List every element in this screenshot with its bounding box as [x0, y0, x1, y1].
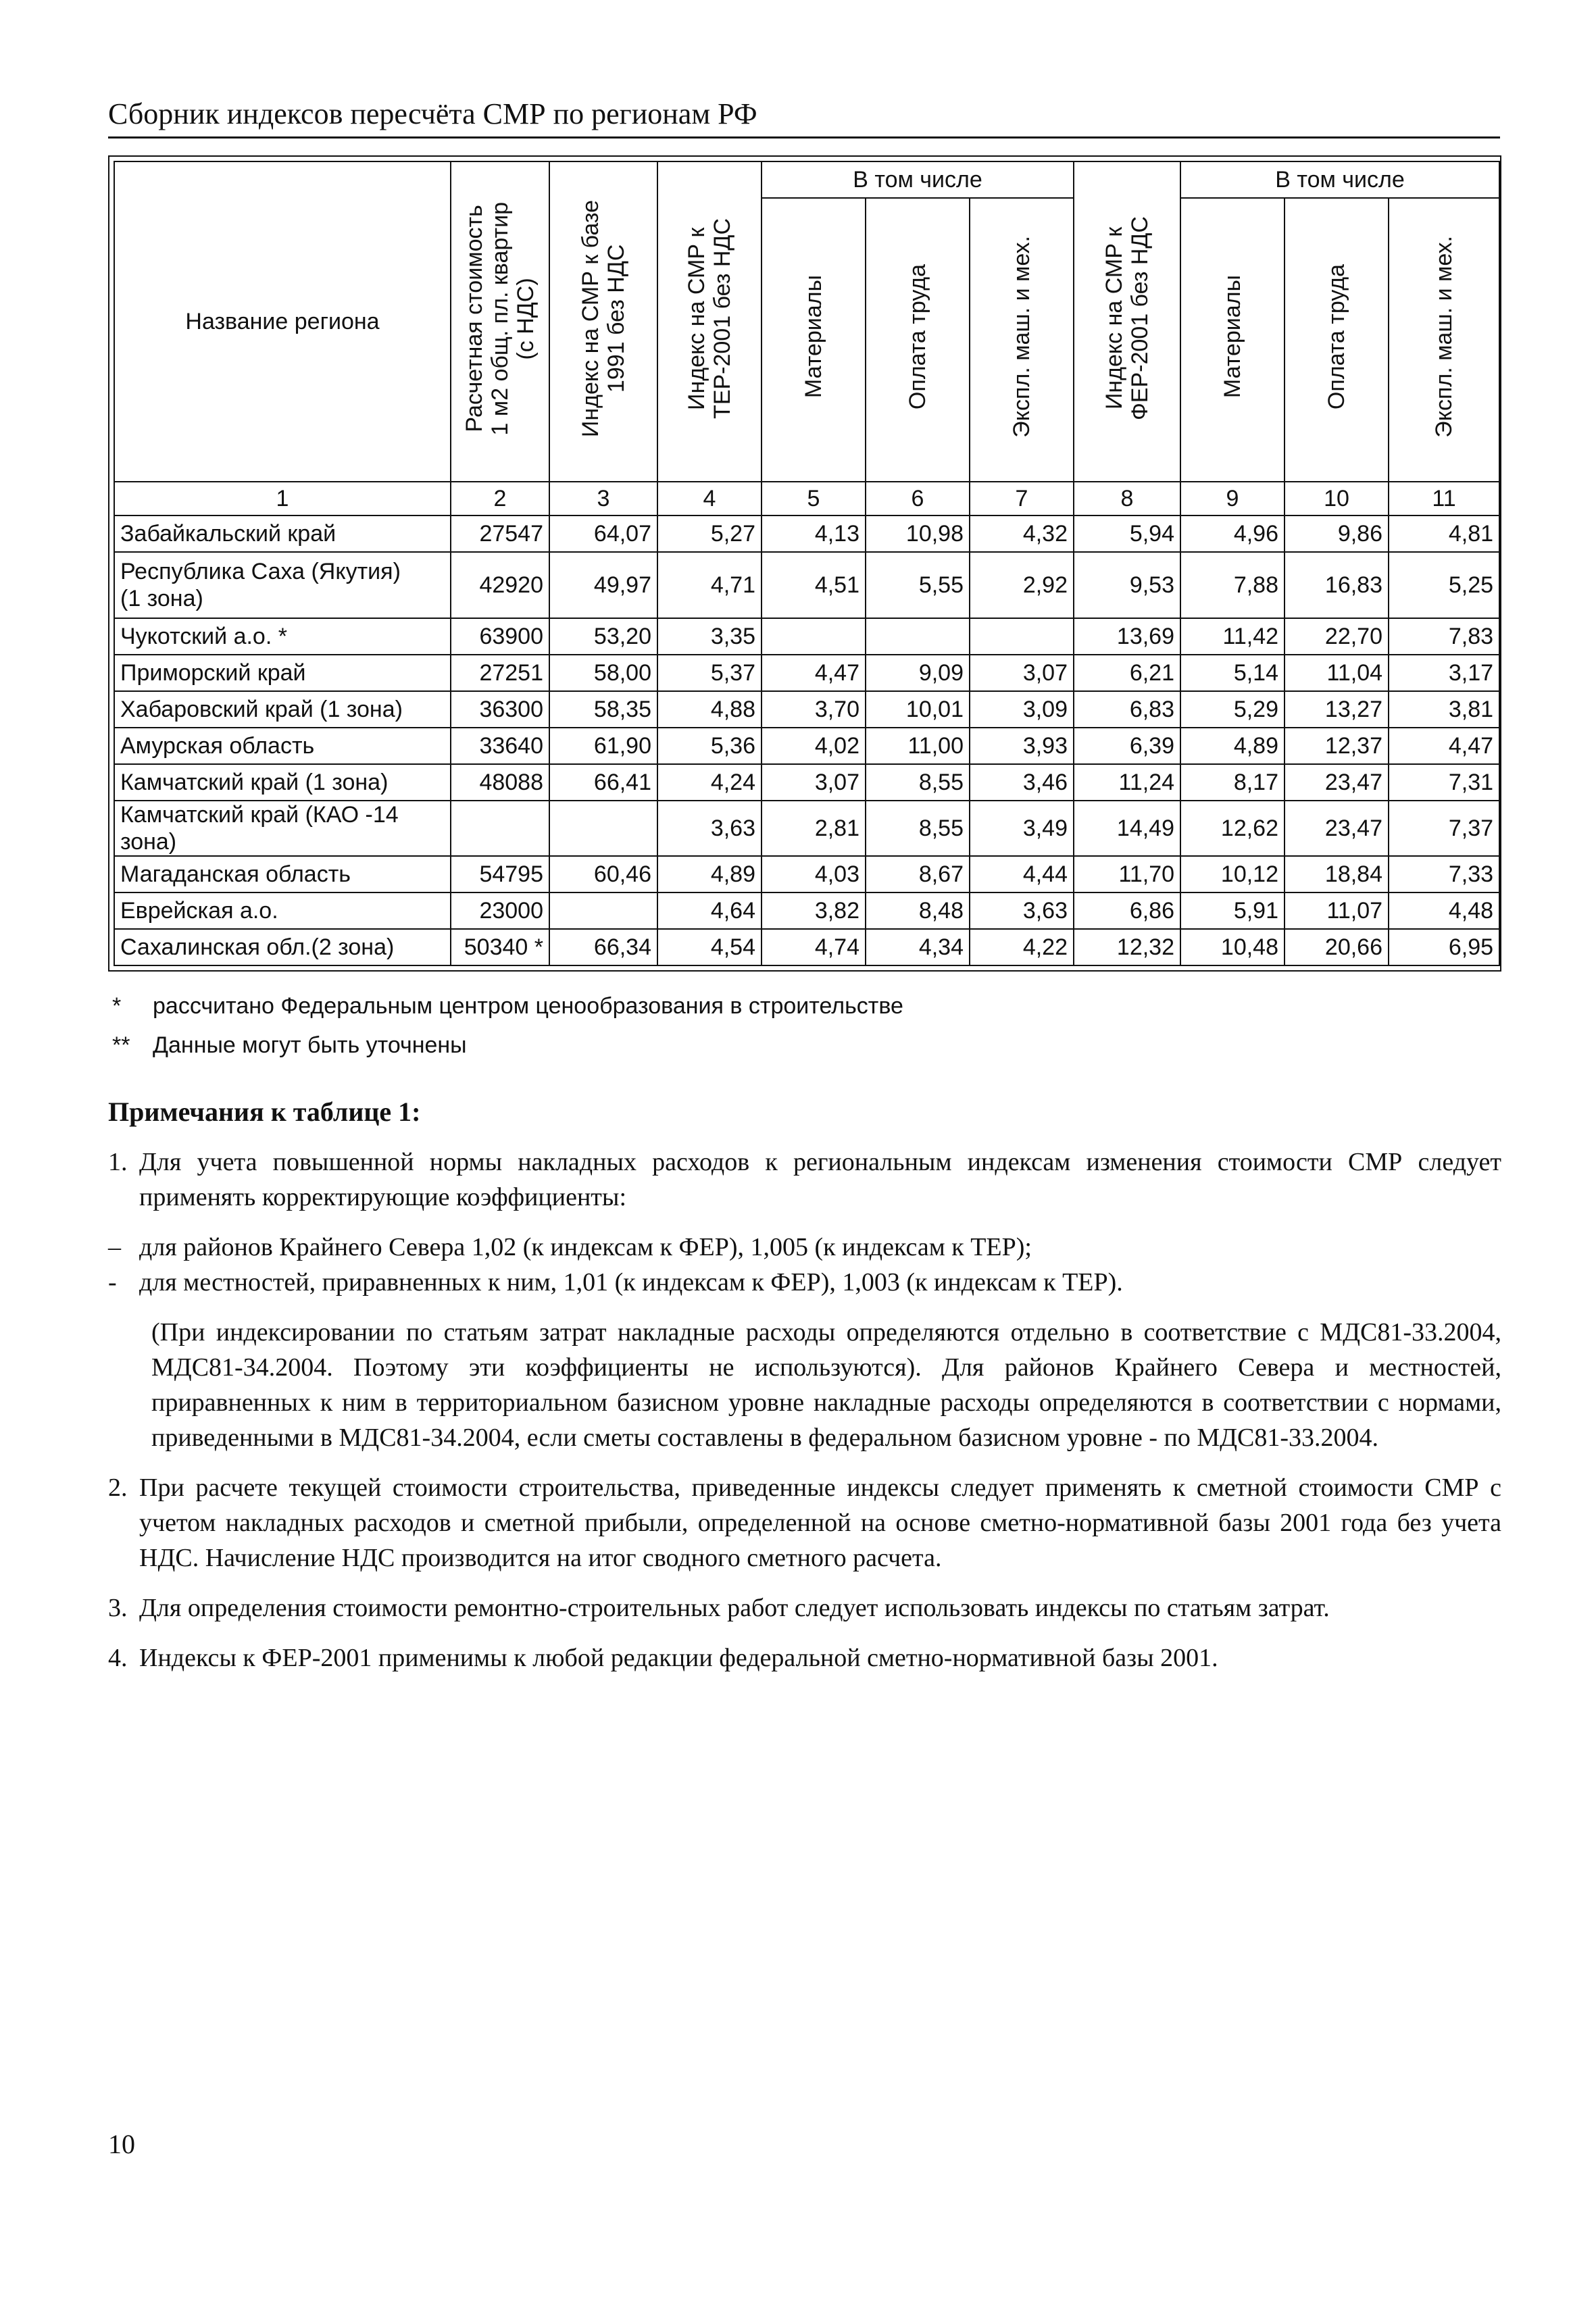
value-cell: 8,48: [866, 892, 970, 929]
value-cell: 27251: [451, 655, 549, 691]
value-cell: 53,20: [549, 618, 657, 655]
value-cell: 8,55: [866, 764, 970, 801]
header-col7: [970, 198, 1074, 482]
value-cell: 3,93: [970, 728, 1074, 764]
value-cell: 4,88: [657, 691, 762, 728]
value-cell: 14,49: [1074, 801, 1180, 856]
value-cell: 16,83: [1285, 552, 1389, 618]
column-number: 3: [549, 482, 657, 515]
header-col4: [657, 161, 762, 482]
value-cell: 3,17: [1389, 655, 1499, 691]
value-cell: 66,34: [549, 929, 657, 965]
dash-text: для районов Крайнего Севера 1,02 (к индексам к ФЕР), 1,005 (к индексам к ТЕР);: [139, 1233, 1032, 1261]
value-cell: 5,27: [657, 515, 762, 552]
header-col3-text: Индекс на СМР к базе 1991 без НДС: [578, 199, 629, 438]
header-title: Сборник индексов пересчёта СМР по регионам РФ: [108, 97, 757, 130]
value-cell: 10,48: [1180, 929, 1285, 965]
value-cell: 7,33: [1389, 856, 1499, 892]
table-row: [114, 552, 1499, 618]
note-number: 4.: [108, 1644, 128, 1672]
region-name-cell: Еврейская а.о.: [114, 892, 451, 929]
note-dash-item: [108, 1265, 1501, 1300]
value-cell: 5,14: [1180, 655, 1285, 691]
column-number: 2: [451, 482, 549, 515]
value-cell: 4,96: [1180, 515, 1285, 552]
value-cell: 11,07: [1285, 892, 1389, 929]
note-dash-item: [108, 1230, 1501, 1265]
region-name-cell: Камчатский край (1 зона): [114, 764, 451, 801]
value-cell: 4,71: [657, 552, 762, 618]
value-cell: 10,98: [866, 515, 970, 552]
value-cell: 3,46: [970, 764, 1074, 801]
value-cell: [549, 892, 657, 929]
note-item-1: [108, 1145, 1501, 1215]
table-row: [114, 728, 1499, 764]
header-col5-text: Материалы: [801, 275, 826, 399]
region-name-cell: Чукотский а.о. *: [114, 618, 451, 655]
header-group-fer: В том числе: [1180, 161, 1499, 198]
value-cell: 64,07: [549, 515, 657, 552]
indices-table: [114, 161, 1500, 966]
table-row: [114, 515, 1499, 552]
value-cell: 36300: [451, 691, 549, 728]
value-cell: 12,32: [1074, 929, 1180, 965]
value-cell: 2,81: [762, 801, 866, 856]
page-header: [108, 95, 1500, 139]
dash-mark: –: [108, 1233, 121, 1261]
header-col7-text: Экспл. маш. и мех.: [1009, 236, 1034, 438]
note-number: 1.: [108, 1148, 128, 1176]
value-cell: 8,17: [1180, 764, 1285, 801]
column-number: 5: [762, 482, 866, 515]
value-cell: 23,47: [1285, 764, 1389, 801]
value-cell: 7,88: [1180, 552, 1285, 618]
value-cell: 5,25: [1389, 552, 1499, 618]
value-cell: 50340 *: [451, 929, 549, 965]
page-number: 10: [108, 2129, 135, 2159]
note-item-4: [108, 1640, 1501, 1676]
value-cell: 3,63: [970, 892, 1074, 929]
value-cell: 8,67: [866, 856, 970, 892]
header-group-ter: В том числе: [762, 161, 1074, 198]
header-col2: [451, 161, 549, 482]
value-cell: 58,00: [549, 655, 657, 691]
table-row: [114, 929, 1499, 965]
value-cell: 5,91: [1180, 892, 1285, 929]
region-name-cell: Забайкальский край: [114, 515, 451, 552]
value-cell: 27547: [451, 515, 549, 552]
value-cell: 4,48: [1389, 892, 1499, 929]
note-item-2: [108, 1470, 1501, 1576]
value-cell: 9,53: [1074, 552, 1180, 618]
column-number: 1: [114, 482, 451, 515]
header-region: Название региона: [114, 161, 451, 482]
value-cell: 42920: [451, 552, 549, 618]
column-number: 11: [1389, 482, 1499, 515]
value-cell: 11,00: [866, 728, 970, 764]
header-col5: [762, 198, 866, 482]
value-cell: 3,81: [1389, 691, 1499, 728]
value-cell: 4,74: [762, 929, 866, 965]
notes-section: [108, 1095, 1501, 1690]
value-cell: 61,90: [549, 728, 657, 764]
table-row: [114, 691, 1499, 728]
value-cell: 63900: [451, 618, 549, 655]
footnote-text: рассчитано Федеральным центром ценообразования в строительстве: [153, 992, 903, 1019]
value-cell: 4,47: [1389, 728, 1499, 764]
note-paragraph: (При индексировании по статьям затрат накладные расходы определяются отдельно в соответствие с МДС81-33.2004, МДС81-34.2004. Поэтому эти коэффициенты не используются). Для районов Крайнего Севера и местностей, приравненных к ним в территориальном базисном уровне накладные расходы определяются в соответствии с нормами, приведенными в МДС81-34.2004, если сметы составлены в федеральном базисном уровне - по МДС81-33.2004.: [151, 1318, 1501, 1452]
value-cell: 4,03: [762, 856, 866, 892]
note-item-3: [108, 1590, 1501, 1626]
value-cell: 33640: [451, 728, 549, 764]
header-col6: [866, 198, 970, 482]
header-col8: [1074, 161, 1180, 482]
footnote: [108, 986, 1500, 1026]
dash-mark: -: [108, 1268, 117, 1297]
note-text: Индексы к ФЕР-2001 применимы к любой редакции федеральной сметно-нормативной базы 2001.: [139, 1644, 1218, 1672]
value-cell: 6,95: [1389, 929, 1499, 965]
value-cell: 4,22: [970, 929, 1074, 965]
value-cell: 3,49: [970, 801, 1074, 856]
value-cell: 3,63: [657, 801, 762, 856]
note-text: При расчете текущей стоимости строительства, приведенные индексы следует применять к сметной стоимости СМР с учетом накладных расходов и сметной прибыли, определенной на основе сметно-нормативной базы 2001 года без учета НДС. Начисление НДС производится на итог сводного сметного расчета.: [139, 1474, 1501, 1572]
column-number: 10: [1285, 482, 1389, 515]
value-cell: 4,89: [1180, 728, 1285, 764]
value-cell: 5,94: [1074, 515, 1180, 552]
notes-title: Примечания к таблице 1:: [108, 1097, 421, 1127]
header-col11-text: Экспл. маш. и мех.: [1431, 236, 1457, 438]
value-cell: 23000: [451, 892, 549, 929]
table-row: [114, 764, 1499, 801]
value-cell: 4,13: [762, 515, 866, 552]
header-col9-text: Материалы: [1220, 275, 1246, 399]
note-number: 3.: [108, 1594, 128, 1622]
column-number: 9: [1180, 482, 1285, 515]
value-cell: 4,24: [657, 764, 762, 801]
value-cell: 4,89: [657, 856, 762, 892]
value-cell: 11,70: [1074, 856, 1180, 892]
dash-text: для местностей, приравненных к ним, 1,01 (к индексам к ФЕР), 1,003 (к индексам к ТЕР).: [139, 1268, 1123, 1297]
header-col3: [549, 161, 657, 482]
value-cell: 12,37: [1285, 728, 1389, 764]
value-cell: 7,31: [1389, 764, 1499, 801]
footnote-mark: *: [112, 992, 122, 1019]
value-cell: 6,83: [1074, 691, 1180, 728]
header-col4-text: Индекс на СМР к ТЕР-2001 без НДС: [684, 218, 735, 419]
value-cell: 10,01: [866, 691, 970, 728]
header-col6-text: Оплата труда: [905, 263, 930, 410]
value-cell: [762, 618, 866, 655]
value-cell: 5,55: [866, 552, 970, 618]
footnotes: [108, 986, 1500, 1065]
value-cell: 11,42: [1180, 618, 1285, 655]
value-cell: 12,62: [1180, 801, 1285, 856]
value-cell: 3,82: [762, 892, 866, 929]
value-cell: 3,07: [970, 655, 1074, 691]
value-cell: 60,46: [549, 856, 657, 892]
note-text: Для учета повышенной нормы накладных расходов к региональным индексам изменения стоимости СМР следует применять корректирующие коэффициенты:: [139, 1148, 1501, 1211]
value-cell: 5,29: [1180, 691, 1285, 728]
table-body: [114, 515, 1499, 965]
table-row: [114, 856, 1499, 892]
header-col11: [1389, 198, 1499, 482]
value-cell: 6,86: [1074, 892, 1180, 929]
value-cell: 10,12: [1180, 856, 1285, 892]
region-name-cell: Камчатский край (КАО -14 зона): [114, 801, 451, 856]
region-name-cell: Хабаровский край (1 зона): [114, 691, 451, 728]
column-number-row: [114, 482, 1499, 515]
value-cell: [866, 618, 970, 655]
value-cell: 11,04: [1285, 655, 1389, 691]
value-cell: 4,02: [762, 728, 866, 764]
table-row: [114, 655, 1499, 691]
value-cell: 5,37: [657, 655, 762, 691]
value-cell: 4,44: [970, 856, 1074, 892]
value-cell: 22,70: [1285, 618, 1389, 655]
footnote: [108, 1026, 1500, 1065]
region-name-cell: Приморский край: [114, 655, 451, 691]
table-row: [114, 892, 1499, 929]
value-cell: 6,21: [1074, 655, 1180, 691]
value-cell: 48088: [451, 764, 549, 801]
value-cell: 9,86: [1285, 515, 1389, 552]
value-cell: 18,84: [1285, 856, 1389, 892]
region-name-cell: Республика Саха (Якутия) (1 зона): [114, 552, 451, 618]
indices-table-frame: [108, 155, 1501, 972]
value-cell: 4,51: [762, 552, 866, 618]
value-cell: 54795: [451, 856, 549, 892]
value-cell: 58,35: [549, 691, 657, 728]
value-cell: 11,24: [1074, 764, 1180, 801]
value-cell: 23,47: [1285, 801, 1389, 856]
note-text: Для определения стоимости ремонтно-строительных работ следует использовать индексы по статьям затрат.: [139, 1594, 1330, 1622]
column-number: 4: [657, 482, 762, 515]
footnote-text: Данные могут быть уточнены: [153, 1032, 467, 1058]
value-cell: 66,41: [549, 764, 657, 801]
value-cell: 3,07: [762, 764, 866, 801]
value-cell: 4,47: [762, 655, 866, 691]
header-col2-text: Расчетная стоимость 1 м2 общ. пл. квартир (с НДС): [462, 201, 539, 436]
value-cell: 49,97: [549, 552, 657, 618]
value-cell: 3,70: [762, 691, 866, 728]
region-name-cell: Амурская область: [114, 728, 451, 764]
value-cell: 3,09: [970, 691, 1074, 728]
value-cell: 2,92: [970, 552, 1074, 618]
value-cell: 9,09: [866, 655, 970, 691]
table-row: [114, 618, 1499, 655]
value-cell: 3,35: [657, 618, 762, 655]
value-cell: 5,36: [657, 728, 762, 764]
value-cell: 4,32: [970, 515, 1074, 552]
footnote-mark: **: [112, 1032, 130, 1058]
header-col10-text: Оплата труда: [1324, 263, 1350, 410]
column-number: 7: [970, 482, 1074, 515]
value-cell: 4,54: [657, 929, 762, 965]
column-number: 6: [866, 482, 970, 515]
value-cell: [451, 801, 549, 856]
header-col10: [1285, 198, 1389, 482]
value-cell: 13,27: [1285, 691, 1389, 728]
value-cell: 8,55: [866, 801, 970, 856]
value-cell: 4,81: [1389, 515, 1499, 552]
header-col8-text: Индекс на СМР к ФЕР-2001 без НДС: [1101, 216, 1153, 421]
value-cell: 7,83: [1389, 618, 1499, 655]
table-row: [114, 801, 1499, 856]
region-name-cell: Сахалинская обл.(2 зона): [114, 929, 451, 965]
value-cell: 7,37: [1389, 801, 1499, 856]
value-cell: 20,66: [1285, 929, 1389, 965]
value-cell: 4,64: [657, 892, 762, 929]
value-cell: 4,34: [866, 929, 970, 965]
value-cell: [549, 801, 657, 856]
value-cell: [970, 618, 1074, 655]
region-name-cell: Магаданская область: [114, 856, 451, 892]
value-cell: 6,39: [1074, 728, 1180, 764]
header-col9: [1180, 198, 1285, 482]
column-number: 8: [1074, 482, 1180, 515]
value-cell: 13,69: [1074, 618, 1180, 655]
note-number: 2.: [108, 1474, 128, 1502]
